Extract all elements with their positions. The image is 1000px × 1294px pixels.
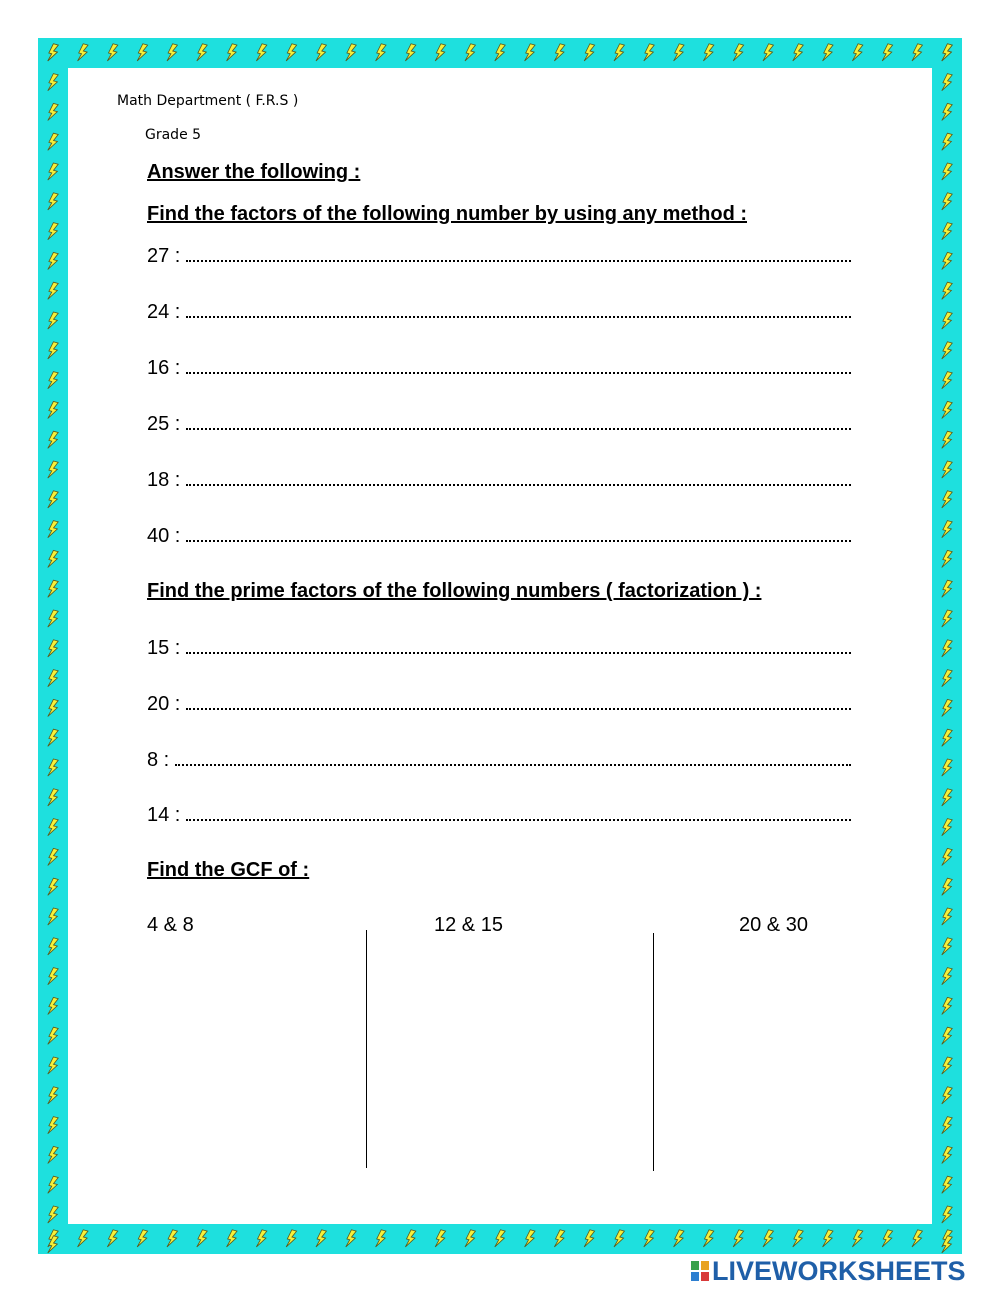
heading-prime-factors: Find the prime factors of the following numbers ( factorization ) :	[147, 580, 762, 602]
dotted-answer-line[interactable]	[186, 694, 851, 710]
grade-label: Grade 5	[145, 127, 202, 143]
lightning-bolt-icon	[47, 431, 59, 450]
lightning-bolt-icon	[941, 1176, 953, 1195]
lightning-bolt-icon	[941, 43, 953, 62]
lightning-bolt-icon	[166, 1229, 178, 1248]
lightning-bolt-icon	[47, 967, 59, 986]
lightning-border-top	[38, 38, 962, 68]
lightning-bolt-icon	[47, 222, 59, 241]
lightning-bolt-icon	[583, 43, 595, 62]
lightning-bolt-icon	[47, 162, 59, 181]
item-number: 40 :	[147, 525, 181, 547]
lightning-bolt-icon	[941, 311, 953, 330]
lightning-bolt-icon	[732, 1229, 744, 1248]
item-number: 25 :	[147, 413, 181, 435]
lightning-bolt-icon	[255, 43, 267, 62]
lightning-bolt-icon	[375, 1229, 387, 1248]
lightning-bolt-icon	[285, 1229, 297, 1248]
lightning-bolt-icon	[47, 669, 59, 688]
lightning-bolt-icon	[941, 222, 953, 241]
lightning-bolt-icon	[434, 43, 446, 62]
lightning-bolt-icon	[47, 192, 59, 211]
lightning-bolt-icon	[613, 43, 625, 62]
lightning-bolt-icon	[941, 699, 953, 718]
lightning-bolt-icon	[673, 43, 685, 62]
answer-line[interactable]	[147, 413, 851, 436]
lightning-bolt-icon	[47, 907, 59, 926]
lightning-bolt-icon	[47, 1176, 59, 1195]
lightning-bolt-icon	[47, 282, 59, 301]
item-number: 15 :	[147, 637, 181, 659]
lightning-bolt-icon	[47, 699, 59, 718]
lightning-bolt-icon	[136, 43, 148, 62]
item-number: 18 :	[147, 469, 181, 491]
lightning-bolt-icon	[911, 43, 923, 62]
dotted-answer-line[interactable]	[186, 358, 851, 374]
lightning-bolt-icon	[792, 43, 804, 62]
lightning-bolt-icon	[404, 43, 416, 62]
lightning-bolt-icon	[941, 1027, 953, 1046]
lightning-bolt-icon	[47, 639, 59, 658]
answer-line[interactable]	[147, 525, 851, 548]
lightning-bolt-icon	[941, 609, 953, 628]
lightning-bolt-icon	[941, 1146, 953, 1165]
lightning-bolt-icon	[732, 43, 744, 62]
lightning-bolt-icon	[494, 1229, 506, 1248]
lightning-bolt-icon	[941, 460, 953, 479]
lightning-bolt-icon	[613, 1229, 625, 1248]
answer-line[interactable]	[147, 245, 851, 268]
answer-line[interactable]	[147, 804, 851, 827]
lightning-bolt-icon	[464, 43, 476, 62]
lightning-bolt-icon	[524, 1229, 536, 1248]
lightning-bolt-icon	[941, 520, 953, 539]
lightning-bolt-icon	[255, 1229, 267, 1248]
department-label: Math Department ( F.R.S )	[117, 93, 299, 109]
dotted-answer-line[interactable]	[175, 750, 851, 766]
lightning-bolt-icon	[881, 1229, 893, 1248]
gcf-problem-3: 20 & 30	[739, 914, 808, 936]
lightning-bolt-icon	[643, 43, 655, 62]
lightning-bolt-icon	[106, 43, 118, 62]
lightning-bolt-icon	[941, 878, 953, 897]
lightning-bolt-icon	[941, 133, 953, 152]
lightning-bolt-icon	[47, 788, 59, 807]
lightning-bolt-icon	[464, 1229, 476, 1248]
lightning-bolt-icon	[941, 907, 953, 926]
lightning-bolt-icon	[47, 1146, 59, 1165]
lightning-bolt-icon	[941, 1086, 953, 1105]
answer-line[interactable]	[147, 357, 851, 380]
lightning-bolt-icon	[77, 1229, 89, 1248]
lightning-bolt-icon	[941, 848, 953, 867]
lightning-bolt-icon	[47, 937, 59, 956]
lightning-bolt-icon	[47, 818, 59, 837]
lightning-bolt-icon	[941, 341, 953, 360]
lightning-bolt-icon	[941, 788, 953, 807]
lightning-bolt-icon	[136, 1229, 148, 1248]
lightning-bolt-icon	[941, 669, 953, 688]
lightning-bolt-icon	[941, 967, 953, 986]
dotted-answer-line[interactable]	[186, 805, 851, 821]
lightning-bolt-icon	[941, 1205, 953, 1224]
item-number: 27 :	[147, 245, 181, 267]
lightning-bolt-icon	[47, 520, 59, 539]
lightning-bolt-icon	[226, 43, 238, 62]
lightning-bolt-icon	[792, 1229, 804, 1248]
lightning-bolt-icon	[47, 550, 59, 569]
lightning-bolt-icon	[851, 43, 863, 62]
lightning-bolt-icon	[375, 43, 387, 62]
lightning-bolt-icon	[77, 43, 89, 62]
lightning-bolt-icon	[47, 252, 59, 271]
lightning-bolt-icon	[941, 997, 953, 1016]
column-divider	[366, 930, 367, 1168]
lightning-bolt-icon	[822, 43, 834, 62]
lightning-bolt-icon	[941, 729, 953, 748]
lightning-bolt-icon	[941, 252, 953, 271]
lightning-bolt-icon	[494, 43, 506, 62]
lightning-bolt-icon	[941, 1116, 953, 1135]
item-number: 14 :	[147, 804, 181, 826]
lightning-bolt-icon	[702, 43, 714, 62]
gcf-problem-1: 4 & 8	[147, 914, 194, 936]
lightning-bolt-icon	[762, 43, 774, 62]
lightning-bolt-icon	[941, 371, 953, 390]
lightning-bolt-icon	[404, 1229, 416, 1248]
dotted-answer-line[interactable]	[186, 302, 851, 318]
heading-answer: Answer the following :	[147, 161, 361, 183]
answer-line[interactable]	[147, 749, 851, 772]
dotted-answer-line[interactable]	[186, 470, 851, 486]
lightning-bolt-icon	[822, 1229, 834, 1248]
lightning-bolt-icon	[941, 639, 953, 658]
lightning-bolt-icon	[47, 43, 59, 62]
liveworksheets-logo[interactable]	[690, 1256, 966, 1286]
lightning-bolt-icon	[911, 1229, 923, 1248]
answer-line[interactable]	[147, 469, 851, 492]
lightning-bolt-icon	[941, 758, 953, 777]
lightning-bolt-icon	[643, 1229, 655, 1248]
lightning-bolt-icon	[881, 43, 893, 62]
lightning-bolt-icon	[47, 133, 59, 152]
heading-factors: Find the factors of the following number by using any method :	[147, 203, 747, 225]
lightning-bolt-icon	[226, 1229, 238, 1248]
lightning-bolt-icon	[47, 341, 59, 360]
lightning-bolt-icon	[47, 1056, 59, 1075]
lightning-bolt-icon	[941, 431, 953, 450]
lightning-bolt-icon	[941, 818, 953, 837]
lightning-bolt-icon	[196, 43, 208, 62]
lightning-bolt-icon	[196, 1229, 208, 1248]
lightning-bolt-icon	[315, 43, 327, 62]
lightning-bolt-icon	[941, 162, 953, 181]
lightning-bolt-icon	[166, 43, 178, 62]
lightning-border-left	[38, 38, 68, 1254]
lightning-bolt-icon	[47, 729, 59, 748]
lightning-bolt-icon	[941, 1056, 953, 1075]
lightning-bolt-icon	[47, 401, 59, 420]
answer-line[interactable]	[147, 693, 851, 716]
heading-gcf: Find the GCF of :	[147, 859, 310, 881]
item-number: 16 :	[147, 357, 181, 379]
lightning-bolt-icon	[47, 580, 59, 599]
logo-square	[700, 1271, 710, 1282]
lightning-bolt-icon	[553, 43, 565, 62]
lightning-bolt-icon	[941, 490, 953, 509]
lightning-bolt-icon	[47, 848, 59, 867]
lightning-bolt-icon	[47, 1086, 59, 1105]
lightning-bolt-icon	[47, 1116, 59, 1135]
lightning-bolt-icon	[673, 1229, 685, 1248]
answer-line[interactable]	[147, 301, 851, 324]
dotted-answer-line[interactable]	[186, 526, 851, 542]
lightning-bolt-icon	[47, 1205, 59, 1224]
lightning-bolt-icon	[315, 1229, 327, 1248]
lightning-bolt-icon	[47, 311, 59, 330]
lightning-bolt-icon	[47, 460, 59, 479]
liveworksheets-icon	[690, 1260, 710, 1282]
logo-square	[700, 1260, 710, 1271]
lightning-bolt-icon	[47, 490, 59, 509]
dotted-answer-line[interactable]	[186, 638, 851, 654]
lightning-bolt-icon	[941, 282, 953, 301]
lightning-border-bottom	[38, 1224, 962, 1254]
lightning-bolt-icon	[553, 1229, 565, 1248]
dotted-answer-line[interactable]	[186, 246, 851, 262]
lightning-bolt-icon	[941, 192, 953, 211]
lightning-bolt-icon	[345, 43, 357, 62]
lightning-bolt-icon	[583, 1229, 595, 1248]
lightning-bolt-icon	[702, 1229, 714, 1248]
lightning-bolt-icon	[47, 1027, 59, 1046]
lightning-bolt-icon	[941, 103, 953, 122]
column-divider	[653, 933, 654, 1171]
lightning-bolt-icon	[941, 1235, 953, 1254]
lightning-bolt-icon	[47, 1235, 59, 1254]
brand-text: LIVEWORKSHEETS	[712, 1255, 966, 1286]
answer-line[interactable]	[147, 637, 851, 660]
logo-square	[690, 1260, 700, 1271]
lightning-bolt-icon	[47, 997, 59, 1016]
lightning-bolt-icon	[941, 401, 953, 420]
lightning-bolt-icon	[47, 73, 59, 92]
lightning-bolt-icon	[285, 43, 297, 62]
lightning-bolt-icon	[851, 1229, 863, 1248]
dotted-answer-line[interactable]	[186, 414, 851, 430]
lightning-bolt-icon	[941, 937, 953, 956]
lightning-bolt-icon	[941, 73, 953, 92]
lightning-bolt-icon	[47, 758, 59, 777]
item-number: 24 :	[147, 301, 181, 323]
lightning-bolt-icon	[524, 43, 536, 62]
lightning-bolt-icon	[762, 1229, 774, 1248]
lightning-bolt-icon	[47, 609, 59, 628]
item-number: 8 :	[147, 749, 170, 771]
lightning-border-right	[932, 38, 962, 1254]
lightning-bolt-icon	[345, 1229, 357, 1248]
lightning-bolt-icon	[106, 1229, 118, 1248]
gcf-problem-2: 12 & 15	[434, 914, 503, 936]
lightning-bolt-icon	[941, 580, 953, 599]
item-number: 20 :	[147, 693, 181, 715]
lightning-bolt-icon	[47, 103, 59, 122]
lightning-bolt-icon	[47, 878, 59, 897]
logo-square	[690, 1271, 700, 1282]
lightning-bolt-icon	[434, 1229, 446, 1248]
lightning-bolt-icon	[941, 550, 953, 569]
lightning-bolt-icon	[47, 371, 59, 390]
